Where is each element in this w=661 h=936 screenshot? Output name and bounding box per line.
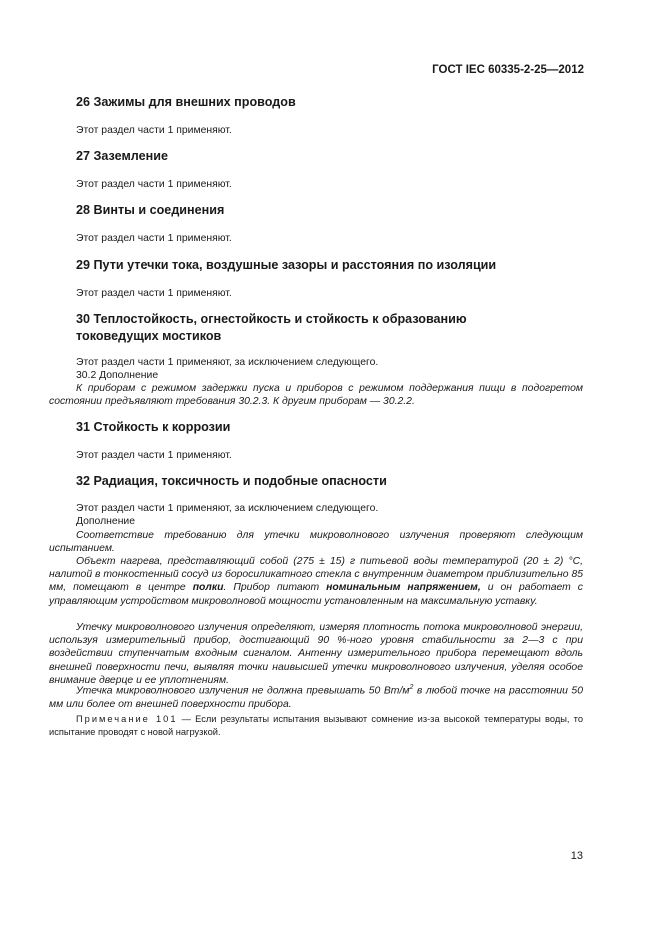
section-32-text: Этот раздел части 1 применяют, за исключением следующего.	[76, 503, 379, 514]
section-27-heading: 27 Заземление	[76, 149, 168, 163]
section-29-heading: 29 Пути утечки тока, воздушные зазоры и расстояния по изоляции	[76, 258, 497, 272]
note-label: Примечание 101	[76, 714, 178, 724]
section-30-heading-line1: 30 Теплостойкость, огнестойкость и стойкость к образованию	[76, 312, 467, 326]
section-32-paragraph-1: Соответствие требованию для утечки микроволнового излучения проверяют следующим испытанием.	[49, 530, 583, 555]
section-32-subclause: Дополнение	[76, 516, 136, 527]
section-28-text: Этот раздел части 1 применяют.	[76, 233, 232, 244]
standard-number: ГОСТ IEC 60335-2-25—2012	[432, 64, 584, 76]
section-32-paragraph-2: Объект нагрева, представляющий собой (275 ± 15) г питьевой воды температурой (20 ± 2) °С, налитой в тонкостенный сосуд из боросиликатного стекла с внутренним диаметром приблизительно 85 мм, помещают в центре полки. Прибор питают номинальным напряжением, и он работает с управляющим устройством микроволновой мощности установленным на максимальную уставку.	[49, 556, 583, 607]
section-31-text: Этот раздел части 1 применяют.	[76, 450, 232, 461]
section-30-heading-line2: токоведущих мостиков	[76, 329, 222, 343]
section-32-paragraph-4: Утечка микроволнового излучения не должна превышать 50 $Вт/м^2$ в любой точке на расстоянии 50 мм или более от внешней поверхности прибора.	[49, 684, 583, 710]
section-32-paragraph-3: Утечку микроволнового излучения определяют, измеряя плотность потока микроволновой энергии, используя измерительный прибор, достигающий 90 %-ного уровня стабильности за 2—3 с при воздействии ступенчатым входным сигналом. Антенну измерительного прибора перемещают вдоль внешней поверхности печи, выявляя точки наивысшей утечки микроволнового излучения, уделяя особое внимание дверце и ее уплотнениям.	[49, 622, 583, 686]
section-30-paragraph: К приборам с режимом задержки пуска и приборов с режимом поддержания пищи в подогретом состоянии предъявляют требования 30.2.3. К другим приборам — 30.2.2.	[49, 383, 583, 408]
section-30-subclause: 30.2 Дополнение	[76, 370, 159, 381]
section-30-text: Этот раздел части 1 применяют, за исключением следующего.	[76, 357, 379, 368]
section-29-text: Этот раздел части 1 применяют.	[76, 288, 232, 299]
page-number: 13	[570, 850, 583, 862]
note-101: Примечание 101 — Если результаты испытания вызывают сомнение из-за высокой температуры воды, то испытание проводят с новой нагрузкой.	[49, 714, 583, 737]
section-31-heading: 31 Стойкость к коррозии	[76, 420, 231, 434]
section-26-text: Этот раздел части 1 применяют.	[76, 125, 232, 136]
term-rated-voltage: номинальным напряжением,	[326, 582, 481, 594]
term-shelf: полки	[192, 582, 224, 594]
section-27-text: Этот раздел части 1 применяют.	[76, 179, 232, 190]
section-26-heading: 26 Зажимы для внешних проводов	[76, 95, 296, 109]
section-32-heading: 32 Радиация, токсичность и подобные опасности	[76, 474, 387, 488]
section-28-heading: 28 Винты и соединения	[76, 203, 225, 217]
